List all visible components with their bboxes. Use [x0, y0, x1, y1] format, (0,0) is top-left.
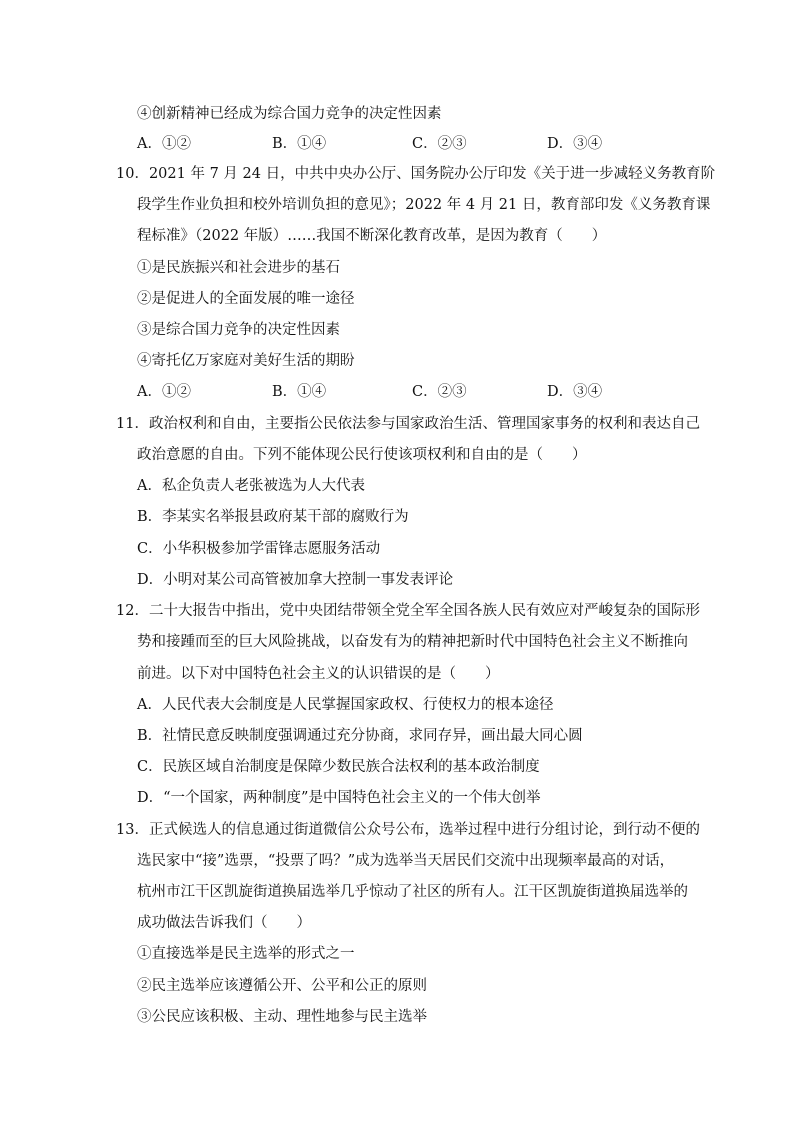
q9-option-c: C．②③ [412, 136, 467, 152]
q10-item-2: ②是促进人的全面发展的唯一途径 [137, 291, 355, 307]
q12-choice-d: D．“一个国家，两种制度”是中国特色社会主义的一个伟大创举 [137, 790, 541, 806]
q10-option-b: B．①④ [272, 384, 327, 400]
q10-stem-line-3: 程标准》（2022 年版）……我国不断深化教育改革，是因为教育（ ） [137, 228, 607, 244]
q10-item-3: ③是综合国力竞争的决定性因素 [137, 322, 340, 338]
q11-stem-line-1: 11．政治权利和自由，主要指公民依法参与国家政治生活、管理国家事务的权利和表达自己 [116, 416, 700, 432]
q13-item-3: ③公民应该积极、主动、理性地参与民主选举 [137, 1009, 427, 1025]
q13-stem-line-1: 13．正式候选人的信息通过街道微信公众号公布，选举过程中进行分组讨论，到行动不便的 [116, 822, 700, 838]
q10-item-4: ④寄托亿万家庭对美好生活的期盼 [137, 353, 355, 369]
q12-stem-line-3: 前进。以下对中国特色社会主义的认识错误的是（ ） [137, 666, 500, 682]
q11-stem-line-2: 政治意愿的自由。下列不能体现公民行使该项权利和自由的是（ ） [137, 447, 587, 463]
q9-item-4: ④创新精神已经成为综合国力竞争的决定性因素 [137, 106, 442, 122]
q10-stem-line-2: 段学生作业负担和校外培训负担的意见》；2022 年 4 月 21 日，教育部印发《义务教育课 [137, 197, 711, 213]
q11-choice-a: A．私企负责人老张被选为人大代表 [137, 478, 365, 494]
q12-choice-c: C．民族区域自治制度是保障少数民族合法权利的基本政治制度 [137, 759, 540, 775]
q13-stem-line-4: 成功做法告诉我们（ ） [137, 915, 311, 931]
q12-choice-b: B．社情民意反映制度强调通过充分协商，求同存异，画出最大同心圆 [137, 728, 583, 744]
q10-option-d: D．③④ [547, 384, 603, 400]
q13-item-2: ②民主选举应该遵循公开、公平和公正的原则 [137, 978, 427, 994]
q10-stem-line-1: 10．2021 年 7 月 24 日，中共中央办公厅、国务院办公厅印发《关于进一步减轻义务教育阶 [116, 166, 716, 182]
q10-option-c: C．②③ [412, 384, 467, 400]
q13-item-1: ①直接选举是民主选举的形式之一 [137, 946, 355, 962]
q10-item-1: ①是民族振兴和社会进步的基石 [137, 260, 340, 276]
q12-stem-line-1: 12．二十大报告中指出，党中央团结带领全党全军全国各族人民有效应对严峻复杂的国际形 [116, 603, 700, 619]
q9-option-d: D．③④ [547, 136, 603, 152]
q10-option-a: A．①② [137, 384, 191, 400]
q11-choice-c: C．小华积极参加学雷锋志愿服务活动 [137, 541, 381, 557]
q11-choice-b: B．李某实名举报县政府某干部的腐败行为 [137, 509, 409, 525]
q9-option-b: B．①④ [272, 136, 327, 152]
q11-choice-d: D．小明对某公司高管被加拿大控制一事发表评论 [137, 572, 454, 588]
q12-choice-a: A．人民代表大会制度是人民掌握国家政权、行使权力的根本途径 [137, 697, 554, 713]
q12-stem-line-2: 势和接踵而至的巨大风险挑战，以奋发有为的精神把新时代中国特色社会主义不断推向 [137, 634, 688, 650]
q13-stem-line-3: 杭州市江干区凯旋街道换届选举几乎惊动了社区的所有人。江干区凯旋街道换届选举的 [137, 884, 688, 900]
q13-stem-line-2: 选民家中“接”选票，“投票了吗？”成为选举当天居民们交流中出现频率最高的对话， [137, 853, 675, 869]
q9-option-a: A．①② [137, 136, 191, 152]
